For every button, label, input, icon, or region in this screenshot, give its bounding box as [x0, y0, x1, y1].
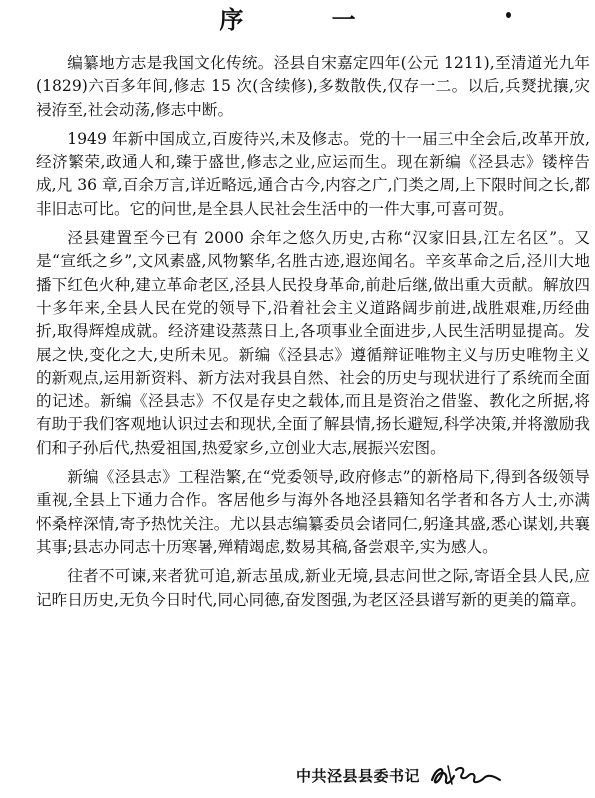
paragraph-4: 新编《泾县志》工程浩繁,在“党委领导,政府修志”的新格局下,得到各级领导重视,全县上下通力合作。客居他乡与海外各地泾县籍知名学者和各方人士,亦满怀桑梓深情,寄予热忱关注。尤以县志编纂委员会诸同仁,躬逢其盛,悉心谋划,共襄其事;县志办同志十历寒暑,殚精竭虑,数易其稿,备尝艰辛,实为感人。 — [36, 468, 590, 556]
handwritten-signature — [426, 760, 506, 790]
page-title: 序 一 — [219, 6, 396, 34]
paragraph-3: 泾县建置至今已有 2000 余年之悠久历史,古称“汉家旧县,江左名区”。又是“宣纸之乡”,文风素盛,风物繁华,名胜古迹,遐迩闻名。辛亥革命之后,泾川大地播下红色火种,建立革命老区,泾县人民投身革命,前赴后继,做出重大贡献。解放四十多年来,全县人民在党的领导下,沿着社会主义道路阔步前进,战胜艰难,历经曲折,取得辉煌成就。经济建设蒸蒸日上,各项事业全面进步,人民生活明显提高。发展之快,变化之大,史所未见。新编《泾县志》遵循辩证唯物主义与历史唯物主义的新观点,运用新资料、新方法对我县自然、社会的历史与现状进行了系统而全面的记述。新编《泾县志》不仅是存史之载体,而且是资治之借鉴、教化之所据,将有助于我们客观地认识过去和现状,全面了解县情,扬长避短,科学决策,并将激励我们和子孙后代,热爱祖国,热爱家乡,立创业大志,展振兴宏图。 — [36, 229, 590, 457]
preface-body — [36, 52, 590, 618]
paragraph-5: 往者不可谏,来者犹可追,新志虽成,新业无境,县志问世之际,寄语全县人民,应记昨日历史,无负今日时代,同心同德,奋发图强,为老区泾县谱写新的更美的篇章。 — [36, 567, 590, 609]
print-speck — [506, 12, 511, 18]
paragraph-1: 编纂地方志是我国文化传统。泾县自宋嘉定四年(公元 1211),至清道光九年(1829)六百多年间,修志 15 次(含续修),多数散佚,仅存一二。以后,兵燹扰攘,灾祲洊至,社会动荡,修志中断。 — [36, 54, 590, 119]
paragraph-2: 1949 年新中国成立,百废待兴,未及修志。党的十一届三中全会后,改革开放,经济繁荣,政通人和,臻于盛世,修志之业,应运而生。现在新编《泾县志》镂梓告成,凡 36 章,百余万言,详近略远,通合古今,内容之广,门类之周,上下限时间之长,都非旧志可比。它的问世,是全县人民社会生活中的一件大事,可喜可贺。 — [36, 129, 590, 218]
signer-title: 中共泾县县委书记 — [296, 766, 421, 785]
signature-block — [296, 760, 506, 790]
